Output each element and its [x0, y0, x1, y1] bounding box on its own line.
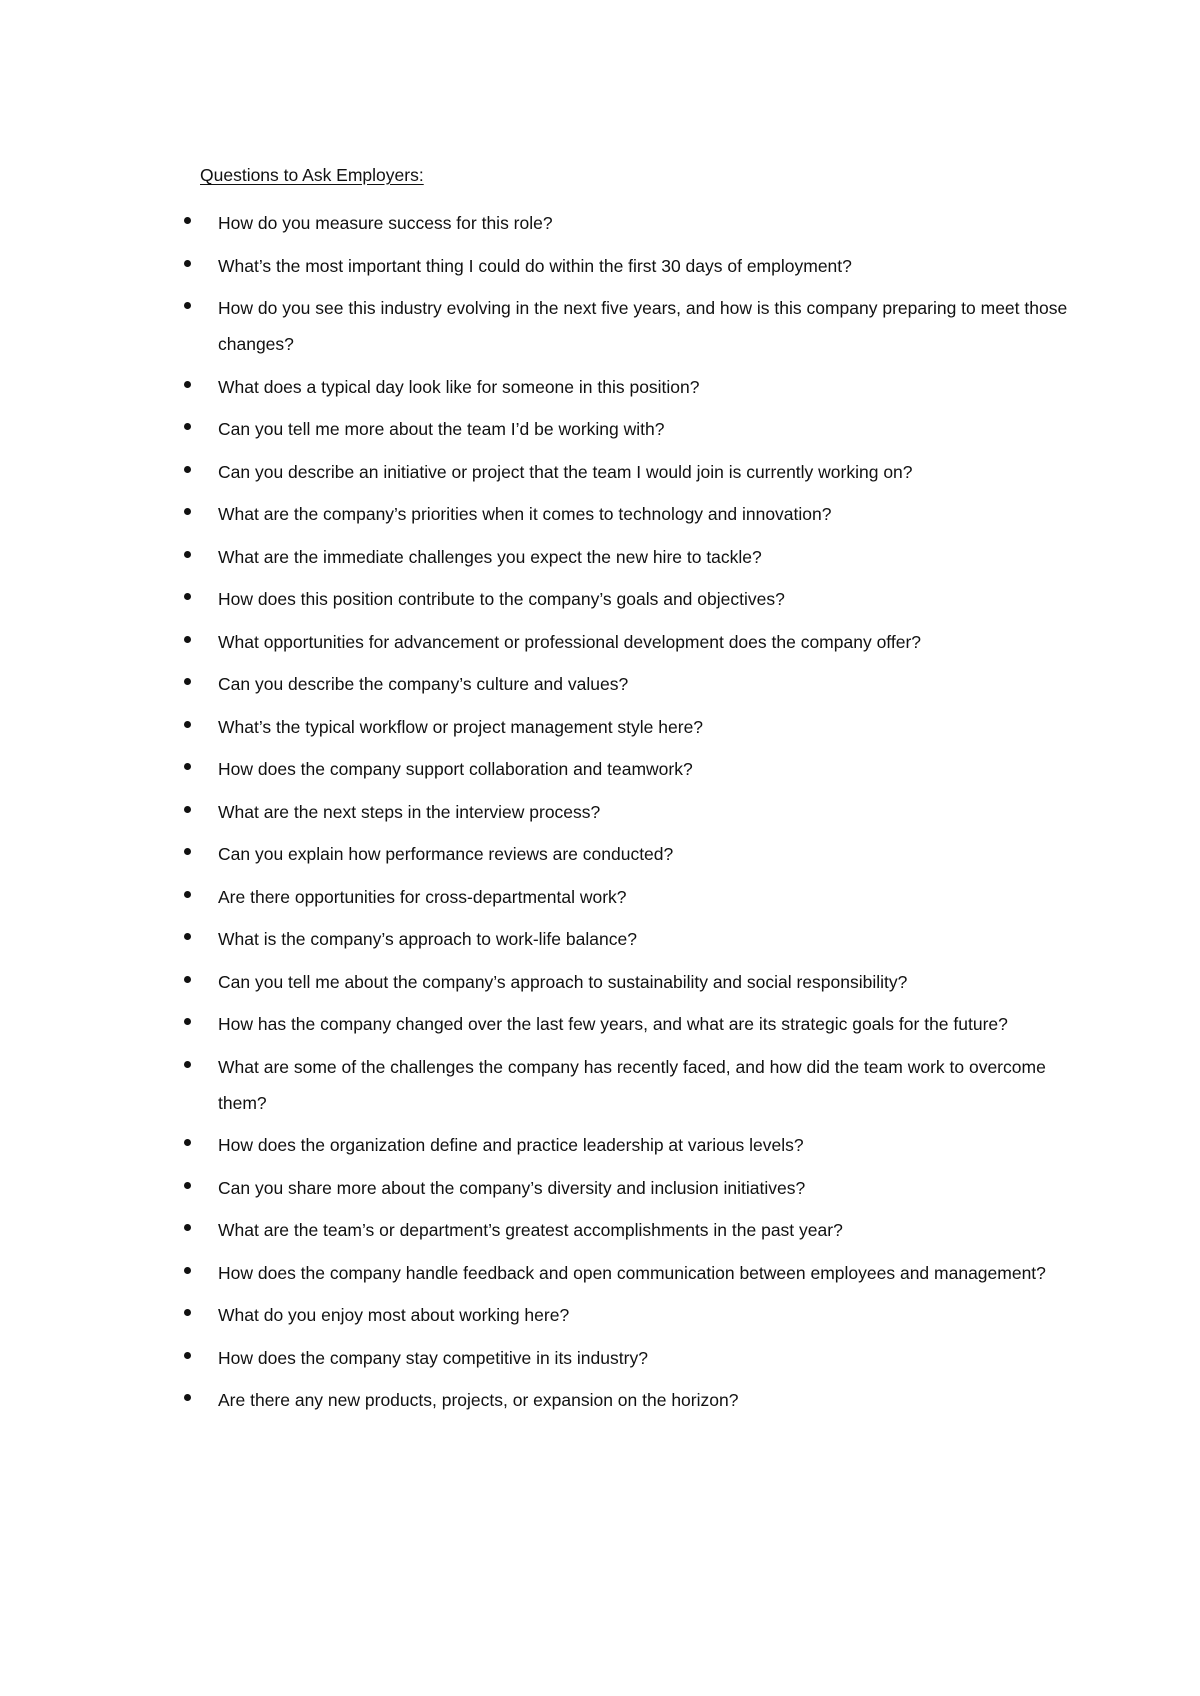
question-text: How does this position contribute to the company’s goals and objectives? — [218, 589, 785, 609]
bullet-icon — [184, 636, 191, 643]
bullet-icon — [184, 1267, 191, 1274]
question-text: What are the team’s or department’s greatest accomplishments in the past year? — [218, 1220, 843, 1240]
question-item — [0, 921, 1200, 957]
question-item — [0, 879, 1200, 915]
question-text: What’s the most important thing I could do within the first 30 days of employment? — [218, 255, 852, 276]
question-text: Can you explain how performance reviews are conducted? — [218, 844, 674, 864]
question-text: Can you tell me more about the team I’d be working with? — [218, 419, 665, 439]
question-item — [0, 666, 1200, 702]
question-text: Can you describe an initiative or project that the team I would join is currently working on? — [218, 461, 913, 482]
bullet-icon — [184, 466, 191, 473]
question-text: What does a typical day look like for someone in this position? — [218, 376, 700, 397]
bullet-icon — [184, 933, 191, 940]
question-text: Are there opportunities for cross-departmental work? — [218, 886, 627, 907]
bullet-icon — [184, 508, 191, 515]
question-item — [0, 1297, 1200, 1333]
question-item — [0, 539, 1200, 575]
question-item — [0, 1170, 1200, 1206]
bullet-icon — [184, 976, 191, 983]
question-item — [0, 454, 1200, 490]
bullet-icon — [184, 1352, 191, 1359]
bullet-icon — [184, 848, 191, 855]
question-item — [0, 369, 1200, 405]
bullet-icon — [184, 1224, 191, 1231]
bullet-icon — [184, 260, 191, 267]
question-text: How does the company handle feedback and open communication between employees and management? — [218, 1262, 1046, 1283]
question-text: What’s the typical workflow or project management style here? — [218, 716, 704, 737]
question-text: What is the company’s approach to work-life balance? — [218, 929, 637, 949]
question-item — [0, 1049, 1200, 1121]
question-item — [0, 581, 1200, 617]
bullet-icon — [184, 1061, 191, 1068]
bullet-icon — [184, 806, 191, 813]
question-item — [0, 964, 1200, 1000]
question-item — [0, 836, 1200, 872]
question-text: How does the company support collaboration and teamwork? — [218, 759, 693, 779]
question-item — [0, 1340, 1200, 1376]
question-text: What do you enjoy most about working here? — [218, 1305, 570, 1325]
bullet-icon — [184, 763, 191, 770]
question-item — [0, 794, 1200, 830]
question-item — [0, 751, 1200, 787]
question-item — [0, 1127, 1200, 1163]
question-item — [0, 709, 1200, 745]
question-item — [0, 1006, 1200, 1042]
question-text: What are some of the challenges the company has recently faced, and how did the team work to overcome them? — [218, 1056, 1046, 1113]
question-text: How has the company changed over the last few years, and what are its strategic goals for the future? — [218, 1014, 1008, 1034]
question-text: Can you share more about the company’s diversity and inclusion initiatives? — [218, 1177, 806, 1198]
question-item — [0, 248, 1200, 284]
bullet-icon — [184, 721, 191, 728]
bullet-icon — [184, 678, 191, 685]
question-list — [0, 205, 1200, 1425]
question-item — [0, 496, 1200, 532]
bullet-icon — [184, 423, 191, 430]
question-text: How do you see this industry evolving in the next five years, and how is this company preparing to meet those changes? — [218, 298, 1068, 354]
question-item — [0, 205, 1200, 241]
question-item — [0, 1255, 1200, 1291]
question-text: How do you measure success for this role? — [218, 213, 553, 233]
bullet-icon — [184, 381, 191, 388]
question-text: What are the immediate challenges you expect the new hire to tackle? — [218, 546, 762, 567]
question-text: Can you tell me about the company’s approach to sustainability and social responsibility? — [218, 971, 908, 992]
bullet-icon — [184, 891, 191, 898]
document-title: Questions to Ask Employers: — [200, 165, 424, 185]
bullet-icon — [184, 1139, 191, 1146]
bullet-icon — [184, 1394, 191, 1401]
question-item — [0, 1212, 1200, 1248]
question-text: Can you describe the company’s culture and values? — [218, 674, 629, 694]
question-item — [0, 624, 1200, 660]
question-text: How does the company stay competitive in its industry? — [218, 1347, 648, 1368]
bullet-icon — [184, 302, 191, 309]
bullet-icon — [184, 1182, 191, 1189]
question-text: What opportunities for advancement or professional development does the company offer? — [218, 631, 922, 652]
question-item — [0, 290, 1200, 362]
bullet-icon — [184, 1018, 191, 1025]
bullet-icon — [184, 593, 191, 600]
question-text: What are the next steps in the interview process? — [218, 801, 601, 822]
bullet-icon — [184, 551, 191, 558]
bullet-icon — [184, 1309, 191, 1316]
question-item — [0, 411, 1200, 447]
question-text: How does the organization define and practice leadership at various levels? — [218, 1135, 804, 1155]
question-item — [0, 1382, 1200, 1418]
bullet-icon — [184, 217, 191, 224]
question-text: What are the company’s priorities when it comes to technology and innovation? — [218, 504, 832, 524]
question-text: Are there any new products, projects, or expansion on the horizon? — [218, 1390, 739, 1410]
